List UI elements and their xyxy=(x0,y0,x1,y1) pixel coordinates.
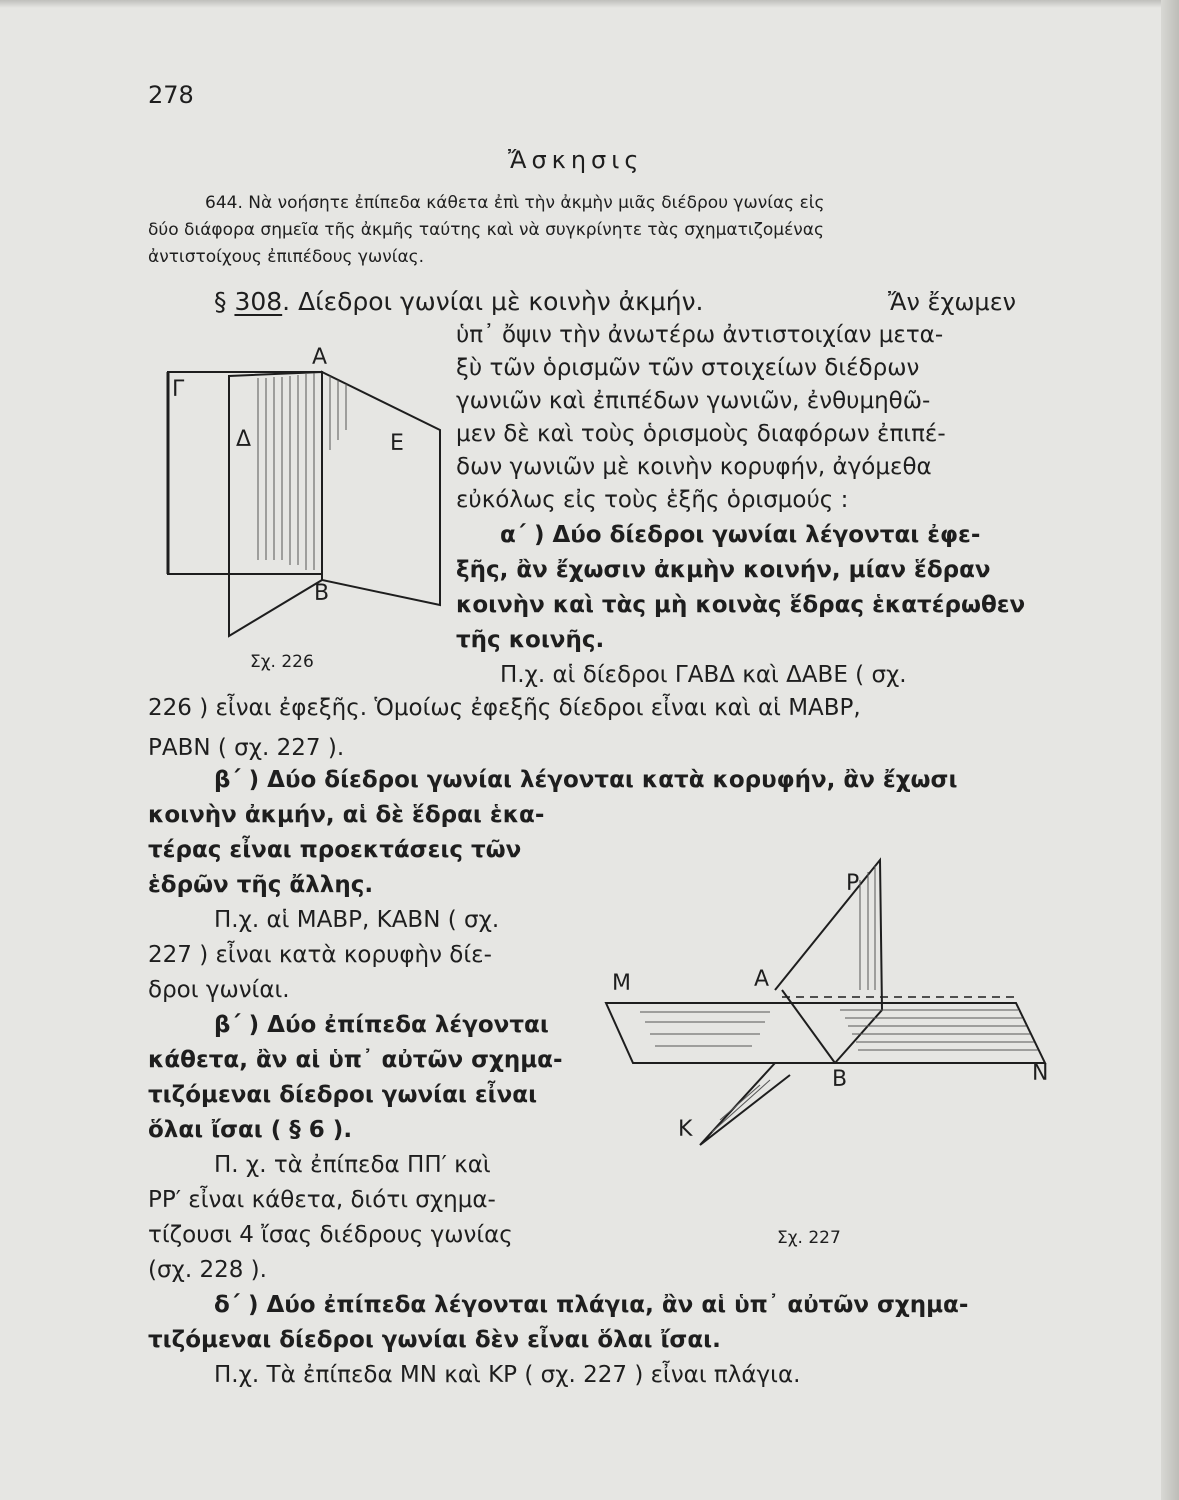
page-number: 278 xyxy=(148,81,194,109)
definition-oblique-line: τιζόμεναι δίεδροι γωνίαι δὲν εἶναι ὅλαι ἴσαι. xyxy=(148,1327,721,1353)
section-title: . Δίεδροι γωνίαι μὲ κοινὴν ἀκμήν. xyxy=(282,287,704,316)
example-oblique-line: Π.χ. Τὰ ἐπίπεδα ΜΝ καὶ ΚΡ ( σχ. 227 ) εἶναι πλάγια. xyxy=(214,1362,801,1388)
definition-perpendicular-line: τιζόμεναι δίεδροι γωνίαι εἶναι xyxy=(148,1082,538,1108)
exercise-line: δύο διάφορα σημεῖα τῆς ἀκμῆς ταύτης καὶ νὰ συγκρίνητε τὰς σχηματιζομένας xyxy=(148,220,824,240)
definition-a-line: κοινὴν καὶ τὰς μὴ κοινὰς ἕδρας ἑκατέρωθεν xyxy=(456,592,1026,618)
exercise-title: Ἄσκησις xyxy=(508,146,644,174)
example-a-line: Π.χ. αἱ δίεδροι ΓΑΒΔ καὶ ΔΑΒΕ ( σχ. xyxy=(500,662,907,688)
plane-KP-lower xyxy=(700,1063,790,1145)
definition-perpendicular-line: ὅλαι ἴσαι ( § 6 ). xyxy=(148,1117,353,1143)
label-B-227: Β xyxy=(832,1067,848,1092)
example-perpendicular-line: (σχ. 228 ). xyxy=(148,1257,267,1283)
intro-line: μεν δὲ καὶ τοὺς ὁρισμοὺς διαφόρων ἐπιπέ- xyxy=(456,421,946,447)
example-b-line: δροι γωνίαι. xyxy=(148,977,290,1003)
label-P-227: Ρ xyxy=(846,871,860,896)
section-symbol: § xyxy=(214,287,227,316)
example-perpendicular-line: τίζουσι 4 ἴσας διέδρους γωνίας xyxy=(148,1222,513,1248)
definition-perpendicular-line: β΄ ) Δύο ἐπίπεδα λέγονται xyxy=(214,1012,549,1038)
label-Delta-226: Δ xyxy=(236,427,252,452)
example-a-line: ΡΑΒΝ ( σχ. 227 ). xyxy=(148,735,345,761)
figure-226-caption: Σχ. 226 xyxy=(250,652,314,672)
exercise-line: 644. Νὰ νοήσητε ἐπίπεδα κάθετα ἐπὶ τὴν ἀκμὴν μιᾶς διέδρου γωνίας εἰς xyxy=(205,193,825,213)
definition-oblique-line: δ΄ ) Δύο ἐπίπεδα λέγονται πλάγια, ἂν αἱ ὑπ᾽ αὐτῶν σχημα- xyxy=(214,1292,969,1318)
label-K-227: Κ xyxy=(678,1117,693,1142)
definition-b-line: ἑδρῶν τῆς ἄλλης. xyxy=(148,872,374,898)
example-a-line: 226 ) εἶναι ἐφεξῆς. Ὁμοίως ἐφεξῆς δίεδροι εἶναι καὶ αἱ ΜΑΒΡ, xyxy=(148,695,861,721)
label-M-227: Μ xyxy=(612,971,631,996)
label-N-227: Ν xyxy=(1032,1061,1049,1086)
example-perpendicular-line: Π. χ. τὰ ἐπίπεδα ΠΠ′ καὶ xyxy=(214,1152,491,1178)
intro-line: Ἄν ἔχωμεν xyxy=(888,288,1017,316)
label-B-226: Β xyxy=(314,581,330,606)
definition-a-line: α΄ ) Δύο δίεδροι γωνίαι λέγονται ἐφε- xyxy=(500,522,981,548)
intro-line: δων γωνιῶν μὲ κοινὴν κορυφήν, ἀγόμεθα xyxy=(456,454,932,480)
definition-a-line: τῆς κοινῆς. xyxy=(456,627,605,653)
intro-line: εὐκόλως εἰς τοὺς ἑξῆς ὁρισμούς : xyxy=(456,487,849,513)
exercise-line: ἀντιστοίχους ἐπιπέδους γωνίας. xyxy=(148,247,425,267)
section-number: 308 xyxy=(234,287,283,316)
label-A-227: Α xyxy=(754,967,770,992)
label-A-226: Α xyxy=(312,345,328,370)
example-b-line: 227 ) εἶναι κατὰ κορυφὴν δίε- xyxy=(148,942,492,968)
definition-b-line: κοινὴν ἀκμήν, αἱ δὲ ἕδραι ἑκα- xyxy=(148,802,545,828)
figure-227-caption: Σχ. 227 xyxy=(777,1228,841,1248)
label-Gamma-226: Γ xyxy=(172,377,185,402)
definition-perpendicular-line: κάθετα, ἂν αἱ ὑπ᾽ αὐτῶν σχημα- xyxy=(148,1047,563,1073)
intro-line: γωνιῶν καὶ ἐπιπέδων γωνιῶν, ἐνθυμηθῶ- xyxy=(456,388,931,414)
definition-a-line: ξῆς, ἂν ἔχωσιν ἀκμὴν κοινήν, μίαν ἕδραν xyxy=(456,557,991,583)
intro-line: ὑπ᾽ ὄψιν τὴν ἀνωτέρω ἀντιστοιχίαν μετα- xyxy=(456,322,944,348)
plane-KP-upper xyxy=(775,860,882,1063)
example-perpendicular-line: ΡΡ′ εἶναι κάθετα, διότι σχημα- xyxy=(148,1187,496,1213)
label-Epsilon-226: Ε xyxy=(390,431,404,456)
intro-line: ξὺ τῶν ὁρισμῶν τῶν στοιχείων διέδρων xyxy=(456,355,920,381)
definition-b-line: β΄ ) Δύο δίεδροι γωνίαι λέγονται κατὰ κορυφήν, ἂν ἔχωσι xyxy=(214,767,958,793)
definition-b-line: τέρας εἶναι προεκτάσεις τῶν xyxy=(148,837,522,863)
example-b-line: Π.χ. αἱ ΜΑΒΡ, ΚΑΒΝ ( σχ. xyxy=(214,907,500,933)
